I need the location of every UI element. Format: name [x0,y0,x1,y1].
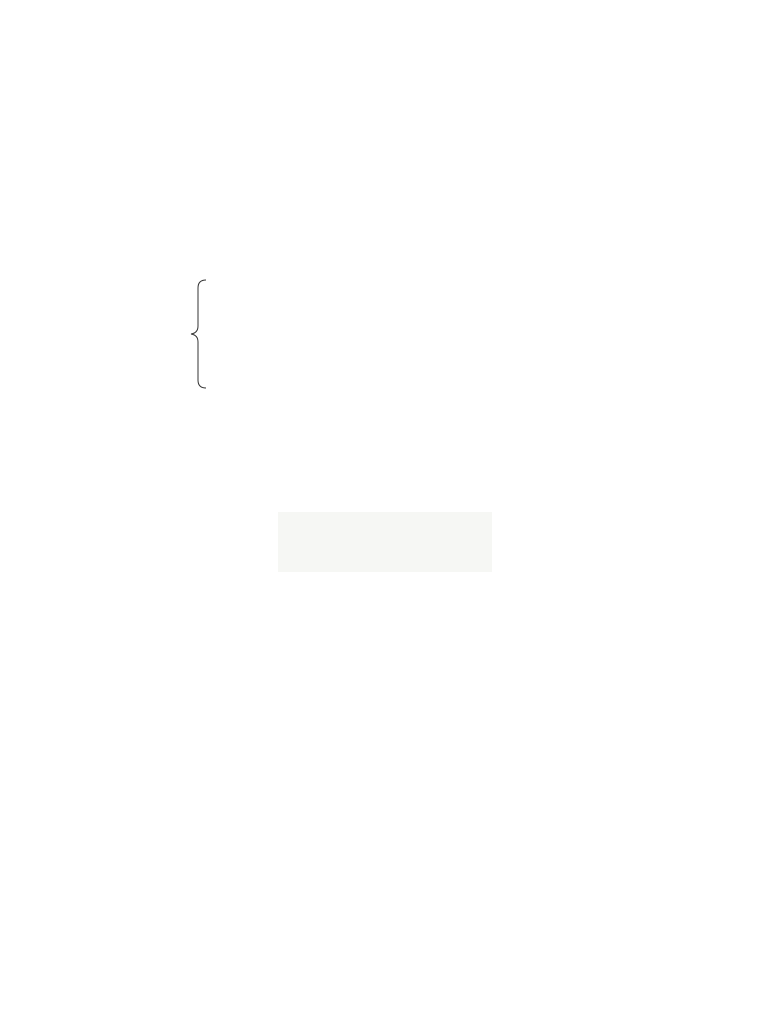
s1-instruction [92,172,676,191]
s1-constraint-figure [160,278,400,396]
brace-icon [186,278,220,390]
s2-constraint-figure [278,512,492,572]
s2-heading [92,466,160,489]
